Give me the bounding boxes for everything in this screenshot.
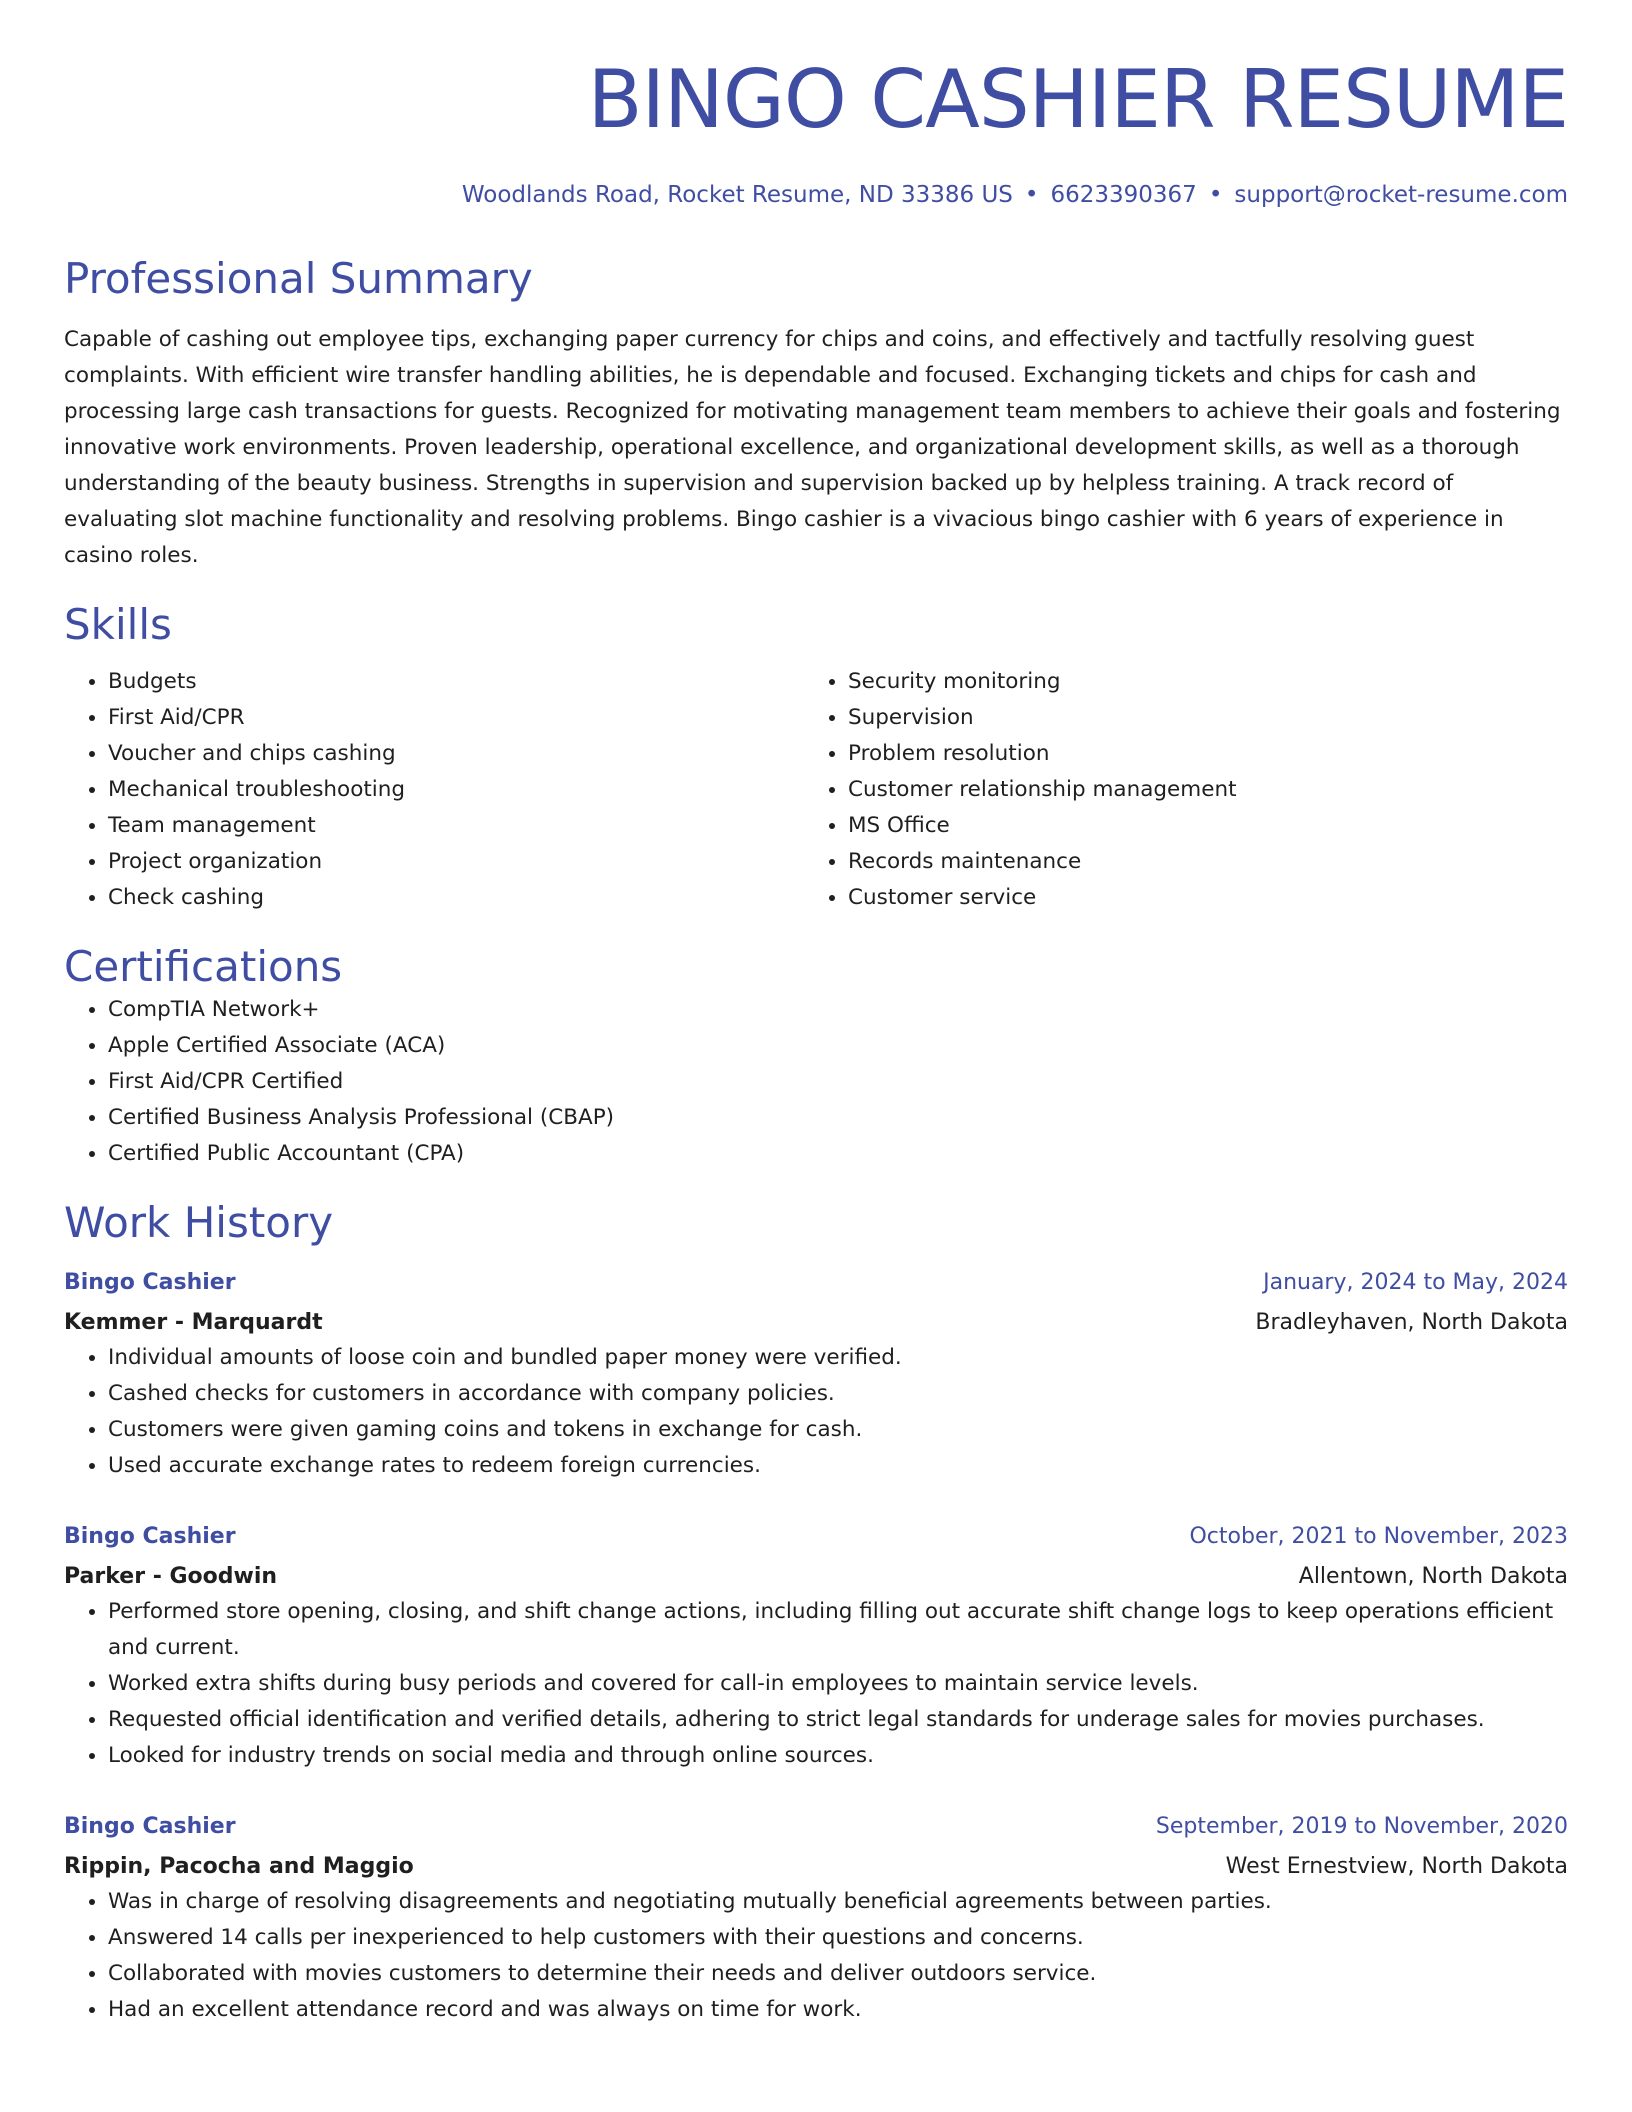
certifications-list [64, 992, 1568, 1172]
job-bullets [64, 1594, 1568, 1774]
resume-header [64, 0, 1568, 210]
job-title-row [64, 1520, 1568, 1554]
job-bullet: • Performed store opening, closing, and shift change actions, including filling out accurate shift change logs to keep operations efficient and current. [108, 1594, 1568, 1666]
skill-item: • Check cashing [108, 880, 804, 916]
skills-column-right [804, 664, 1568, 916]
certifications-section [64, 942, 1568, 1172]
skill-item: • Voucher and chips cashing [108, 736, 804, 772]
skill-item: • First Aid/CPR [108, 700, 804, 736]
job-bullet: • Requested official identification and verified details, adhering to strict legal standards for underage sales for movies purchases. [108, 1702, 1568, 1738]
job-bullet: • Answered 14 calls per inexperienced to help customers with their questions and concerns. [108, 1920, 1568, 1956]
skill-item: • Project organization [108, 844, 804, 880]
job-location: West Ernestview, North Dakota [1225, 1854, 1568, 1879]
job-bullet: • Used accurate exchange rates to redeem foreign currencies. [108, 1448, 1568, 1484]
skill-item: • MS Office [848, 808, 1568, 844]
summary-section [64, 254, 1568, 574]
job-title: Bingo Cashier [64, 1270, 236, 1295]
contact-separator: • [1208, 182, 1223, 208]
job-company: Parker - Goodwin [64, 1564, 278, 1589]
skills-grid [64, 664, 1568, 916]
skills-column-left [64, 664, 804, 916]
certification-item: • Apple Certified Associate (ACA) [108, 1028, 1568, 1064]
certification-item: • Certified Public Accountant (CPA) [108, 1136, 1568, 1172]
summary-text: Capable of cashing out employee tips, exchanging paper currency for chips and coins, and effectively and tactfully resolving guest complaints. With efficient wire transfer handling abilities, he is dependable and focused. Exchanging tickets and chips for cash and processing large cash transactions for guests. Recognized for motivating management team members to achieve their goals and fostering innovative work environments. Proven leadership, operational excellence, and organizational development skills, as well as a thorough understanding of the beauty business. Strengths in supervision and supervision backed up by helpless training. A track record of evaluating slot machine functionality and resolving problems. Bingo cashier is a vivacious bingo cashier with 6 years of experience in casino roles. [64, 327, 1561, 568]
job-dates: January, 2024 to May, 2024 [1263, 1270, 1568, 1295]
work-history-heading: Work History [64, 1198, 334, 1247]
job-bullet: • Customers were given gaming coins and tokens in exchange for cash. [108, 1412, 1568, 1448]
certification-item: • First Aid/CPR Certified [108, 1064, 1568, 1100]
job-bullet: • Looked for industry trends on social media and through online sources. [108, 1738, 1568, 1774]
job-company-row [64, 1850, 1568, 1884]
job-dates: September, 2019 to November, 2020 [1155, 1814, 1568, 1839]
resume-title: BINGO CASHIER RESUME [587, 53, 1568, 146]
contact-separator: • [1024, 182, 1039, 208]
certification-item: • Certified Business Analysis Professional (CBAP) [108, 1100, 1568, 1136]
job-entry [64, 1810, 1568, 2028]
job-company: Rippin, Pacocha and Maggio [64, 1854, 414, 1879]
skill-item: • Problem resolution [848, 736, 1568, 772]
job-bullet: • Cashed checks for customers in accordance with company policies. [108, 1376, 1568, 1412]
work-history-section [64, 1198, 1568, 2028]
job-bullet: • Was in charge of resolving disagreements and negotiating mutually beneficial agreements between parties. [108, 1884, 1568, 1920]
contact-phone: 6623390367 [1050, 182, 1197, 208]
job-company: Kemmer - Marquardt [64, 1310, 323, 1335]
skill-item: • Supervision [848, 700, 1568, 736]
skills-heading: Skills [64, 600, 172, 649]
job-entry [64, 1266, 1568, 1484]
skill-item: • Team management [108, 808, 804, 844]
contact-address: Woodlands Road, Rocket Resume, ND 33386 US [461, 182, 1013, 208]
certifications-heading: Certifications [64, 942, 343, 991]
job-title: Bingo Cashier [64, 1814, 236, 1839]
skill-item: • Budgets [108, 664, 804, 700]
job-location: Allentown, North Dakota [1298, 1564, 1568, 1589]
certification-item: • CompTIA Network+ [108, 992, 1568, 1028]
contact-email[interactable]: support@rocket-resume.com [1234, 182, 1568, 208]
skills-list-right [804, 664, 1568, 916]
job-company-row [64, 1560, 1568, 1594]
skills-section [64, 600, 1568, 916]
summary-heading: Professional Summary [64, 254, 533, 303]
contact-line [64, 180, 1568, 210]
resume-page [64, 0, 1568, 2028]
skill-item: • Mechanical troubleshooting [108, 772, 804, 808]
job-title-row [64, 1266, 1568, 1300]
skill-item: • Records maintenance [848, 844, 1568, 880]
job-title: Bingo Cashier [64, 1524, 236, 1549]
job-bullet: • Collaborated with movies customers to determine their needs and deliver outdoors service. [108, 1956, 1568, 1992]
job-company-row [64, 1306, 1568, 1340]
job-bullets [64, 1340, 1568, 1484]
job-bullet: • Worked extra shifts during busy periods and covered for call-in employees to maintain service levels. [108, 1666, 1568, 1702]
skill-item: • Customer relationship management [848, 772, 1568, 808]
job-bullets [64, 1884, 1568, 2028]
skill-item: • Customer service [848, 880, 1568, 916]
job-location: Bradleyhaven, North Dakota [1255, 1310, 1568, 1335]
skills-list-left [64, 664, 804, 916]
skill-item: • Security monitoring [848, 664, 1568, 700]
job-dates: October, 2021 to November, 2023 [1189, 1524, 1568, 1549]
job-bullet: • Individual amounts of loose coin and bundled paper money were verified. [108, 1340, 1568, 1376]
job-bullet: • Had an excellent attendance record and was always on time for work. [108, 1992, 1568, 2028]
job-entry [64, 1520, 1568, 1774]
job-title-row [64, 1810, 1568, 1844]
